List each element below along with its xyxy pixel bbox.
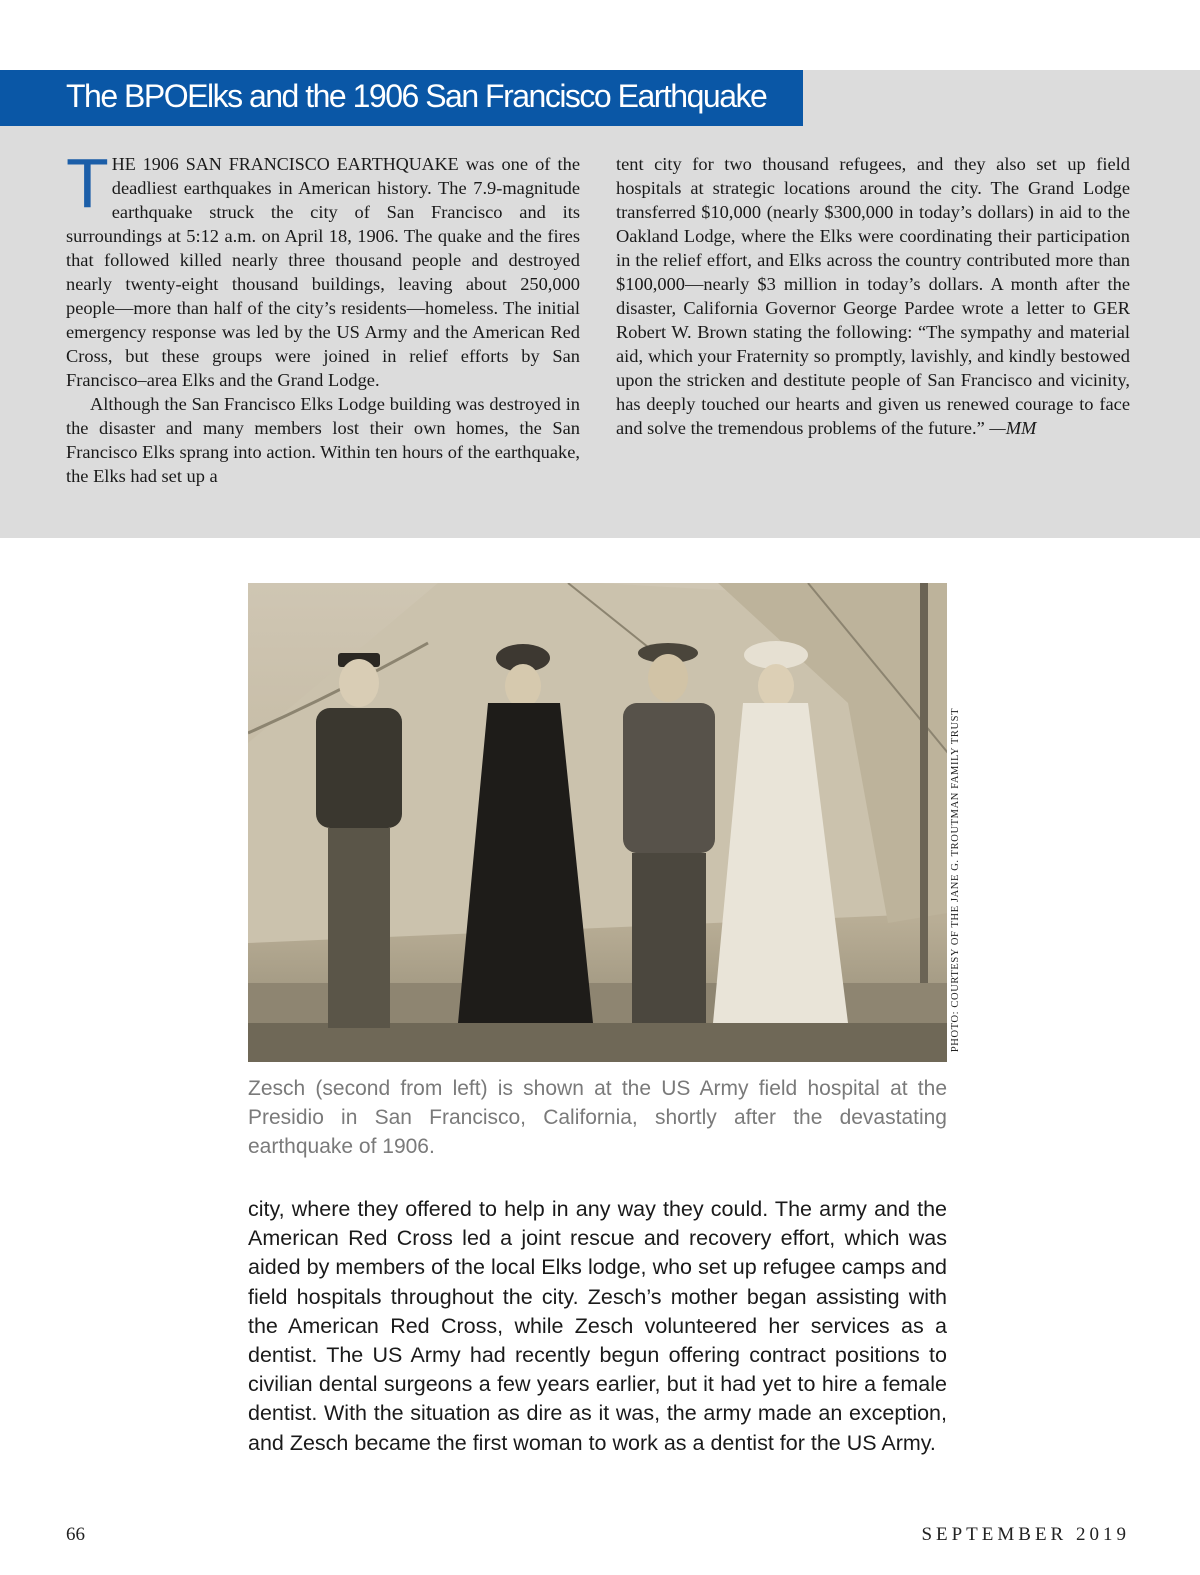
- photo-illustration: [248, 583, 947, 1062]
- sidebar-title: The BPOElks and the 1906 San Francisco Earthquake: [66, 78, 767, 114]
- page-number: 66: [66, 1524, 85, 1545]
- sidebar-paragraph-2-text: tent city for two thousand refugees, and they also set up field hospitals at strategic locations around the city. The Grand Lodge transferred $10,000 (nearly $300,000 in today’s dollars) in aid to the Oakland Lodge, where the Elks were coordinating their participation in the relief effort, and Elks across the country contributed more than $100,000—nearly $3 million in today’s dollars. A month after the disaster, California Governor George Pardee wrote a letter to GER Robert W. Brown stating the following: “The sympathy and material aid, which your Fraternity so promptly, lavishly, and kindly bestowed upon the stricken and destitute people of San Francisco and vicinity, has deeply touched our hearts and given us renewed courage to face and solve the tremendous problems of the future.”: [616, 154, 1130, 438]
- sidebar-paragraph-1: [66, 144, 580, 392]
- sidebar-paragraph-1-text: was one of the deadliest earthquakes in American history. The 7.9-magnitude earthquake struck the city of San Francisco and its surroundings at 5:12 a.m. on April 18, 1906. The quake and the fires that followed killed nearly three thousand people and destroyed nearly twenty-eight thousand buildings, leaving about 250,000 people—more than half of the city’s residents—homeless. The initial emergency response was led by the US Army and the American Red Cross, but these groups were joined in relief efforts by San Francisco–area Elks and the Grand Lodge.: [66, 154, 580, 390]
- article-paragraph: city, where they offered to help in any way they could. The army and the American Red Cross led a joint rescue and recovery effort, which was aided by members of the local Elks lodge, who set up refugee camps and field hospitals throughout the city. Zesch’s mother began assisting with the American Red Cross, while Zesch volunteered her services as a dentist. The US Army had recently begun offering contract positions to civilian dental surgeons a few years earlier, but it had yet to hire a female dentist. With the situation as dire as it was, the army made an exception, and Zesch became the first woman to work as a dentist for the US Army.: [248, 1197, 947, 1455]
- photo-caption: Zesch (second from left) is shown at the US Army field hospital at the Presidio in San Francisco, California, shortly after the devastating earthquake of 1906.: [248, 1077, 947, 1158]
- sidebar-column-left: [66, 144, 580, 488]
- article-body: [248, 1195, 947, 1458]
- author-signature: —MM: [989, 418, 1037, 438]
- sidebar-paragraph-2-start: Although the San Francisco Elks Lodge building was destroyed in the disaster and many members lost their own homes, the San Francisco Elks sprang into action. Within ten hours of the earthquake, the Elks had set up a: [66, 394, 580, 486]
- sidebar-column-right: [616, 152, 1130, 440]
- sidebar-title-bar: [0, 70, 803, 126]
- photo-credit: PHOTO: COURTESY OF THE JANE G. TROUTMAN FAMILY TRUST: [950, 707, 961, 1053]
- issue-date: SEPTEMBER 2019: [921, 1524, 1130, 1545]
- figure-soldier-left: [316, 653, 402, 1028]
- lead-in-caps: HE 1906 SAN FRANCISCO EARTHQUAKE: [111, 154, 459, 174]
- historical-photo: [248, 583, 947, 1062]
- drop-cap: T: [66, 144, 109, 222]
- sidebar-paragraph-2-end: [616, 152, 1130, 440]
